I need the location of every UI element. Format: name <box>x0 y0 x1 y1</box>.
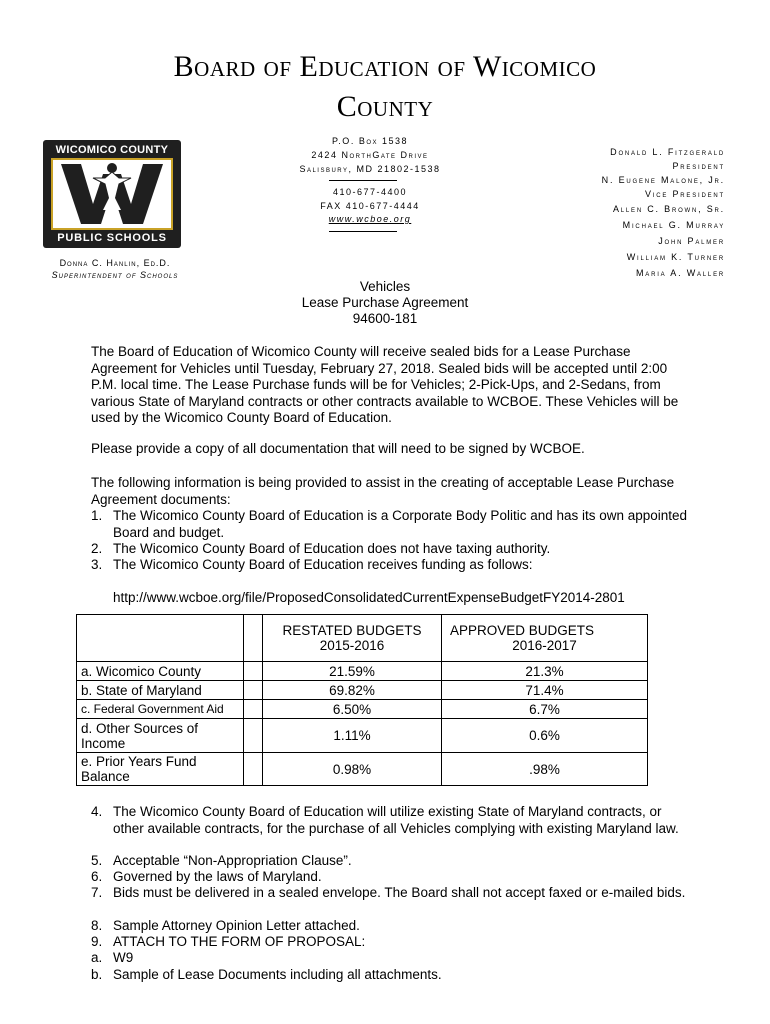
list-text: Bids must be delivered in a sealed envelope. The Board shall not accept faxed or e-mailed bids. <box>113 885 686 900</box>
intro-paragraph: The Board of Education of Wicomico County will receive sealed bids for a Lease Purchase Agreement for Vehicles until Tuesday, February 27, 2018. Sealed bids will be accepted until 2:00 P.M. local time. The Lease Purchase funds will be for Vehicles; 2-Pick-Ups, and 2-Sedans, from various State of Maryland contracts or other contracts available to WCBOE. These Vehicles will be used by the Wicomico County Board of Education. <box>91 344 679 425</box>
divider <box>329 180 397 181</box>
column-header-year: 2015-2016 <box>319 638 385 653</box>
logo-bottom-text: PUBLIC SCHOOLS <box>57 232 167 244</box>
table-spacer <box>244 662 263 681</box>
table-row <box>77 753 648 786</box>
address-street: 2424 NorthGate Drive <box>311 150 429 160</box>
list-text: Acceptable “Non-Appropriation Clause”. <box>113 853 352 868</box>
list-text: W9 <box>113 950 134 965</box>
board-member: Allen C. Brown, Sr. <box>612 204 725 214</box>
list-item <box>91 508 691 541</box>
address-city: Salisbury, MD 21802-1538 <box>299 164 441 174</box>
superintendent-name: Donna C. Hanlin, Ed.D. <box>59 258 171 268</box>
list-item <box>91 934 691 951</box>
list-number: 8. <box>91 918 103 933</box>
board-role: Vice President <box>644 189 725 199</box>
row-label: e. Prior Years Fund Balance <box>77 753 244 786</box>
list-text: The Wicomico County Board of Education does not have taxing authority. <box>113 541 551 556</box>
table-spacer <box>244 700 263 719</box>
approved-value: 21.3% <box>442 662 648 681</box>
list-item <box>91 541 691 558</box>
board-member: Michael G. Murray <box>622 220 725 230</box>
column-header-approved <box>442 615 648 662</box>
table-spacer <box>244 615 263 662</box>
table-row <box>77 681 648 700</box>
list-number: b. <box>91 967 103 982</box>
list-number: 3. <box>91 557 103 572</box>
list-text: Sample of Lease Documents including all attachments. <box>113 967 442 982</box>
column-header-restated <box>263 615 442 662</box>
board-member: William K. Turner <box>626 252 725 262</box>
list-number: 2. <box>91 541 103 556</box>
list-text: Governed by the laws of Maryland. <box>113 869 322 884</box>
table-spacer <box>244 753 263 786</box>
list-text: The Wicomico County Board of Education is a Corporate Body Politic and has its own appointed Board and budget. <box>113 508 688 540</box>
board-member: Maria A. Waller <box>635 268 725 278</box>
list-item <box>91 804 691 837</box>
logo-w-figure-icon <box>53 160 171 228</box>
logo-emblem <box>51 158 173 230</box>
budget-url[interactable]: http://www.wcboe.org/file/ProposedConsolidatedCurrentExpenseBudgetFY2014-2801 <box>113 590 625 605</box>
board-role: President <box>672 161 725 171</box>
logo-top-text: WICOMICO COUNTY <box>55 144 169 156</box>
restated-value: 21.59% <box>263 662 442 681</box>
restated-value: 69.82% <box>263 681 442 700</box>
page-title-line2: County <box>336 90 434 123</box>
page-title-line1: Board of Education of Wicomico <box>173 50 597 83</box>
table-spacer <box>244 719 263 753</box>
list-item <box>91 869 691 886</box>
school-logo <box>43 140 181 248</box>
document-heading-subject: Vehicles <box>359 279 411 294</box>
table-header-blank <box>77 615 244 662</box>
table-row <box>77 662 648 681</box>
list-number: 7. <box>91 885 103 900</box>
list-number: a. <box>91 950 103 965</box>
row-label: d. Other Sources of Income <box>77 719 244 753</box>
budget-table <box>76 614 648 786</box>
table-row <box>77 719 648 753</box>
list-item <box>91 950 691 967</box>
list-text: The Wicomico County Board of Education will utilize existing State of Maryland contracts, or other available contracts, for the purchase of all Vehicles complying with existing Maryland law. <box>113 804 679 836</box>
list-number: 9. <box>91 934 103 949</box>
information-paragraph: The following information is being provided to assist in the creating of acceptable Lease Purchase Agreement documents: <box>91 475 675 507</box>
list-item <box>91 967 691 984</box>
list-text: The Wicomico County Board of Education receives funding as follows: <box>113 557 533 572</box>
superintendent-title: Superintendent of Schools <box>51 270 179 280</box>
restated-value: 6.50% <box>263 700 442 719</box>
website-link[interactable]: www.wcboe.org <box>328 214 412 224</box>
document-heading-number: 94600-181 <box>352 311 418 326</box>
row-label: a. Wicomico County <box>77 662 244 681</box>
board-member: John Palmer <box>658 236 725 246</box>
approved-value: 6.7% <box>442 700 648 719</box>
list-item <box>91 885 691 902</box>
list-number: 1. <box>91 508 103 523</box>
row-label: b. State of Maryland <box>77 681 244 700</box>
list-number: 4. <box>91 804 103 819</box>
address-po-box: P.O. Box 1538 <box>331 136 409 146</box>
document-heading-title: Lease Purchase Agreement <box>301 295 469 310</box>
list-text: ATTACH TO THE FORM OF PROPOSAL: <box>113 934 366 949</box>
restated-value: 0.98% <box>263 753 442 786</box>
list-number: 6. <box>91 869 103 884</box>
column-header-label: APPROVED BUDGETS <box>450 623 595 638</box>
table-row <box>77 700 648 719</box>
list-item <box>91 853 691 870</box>
row-label: c. Federal Government Aid <box>77 700 244 719</box>
board-member: Donald L. Fitzgerald <box>610 147 725 157</box>
list-text: Sample Attorney Opinion Letter attached. <box>113 918 360 933</box>
divider <box>329 231 397 232</box>
documentation-paragraph: Please provide a copy of all documentation that will need to be signed by WCBOE. <box>91 441 585 456</box>
fax-number: FAX 410-677-4444 <box>320 201 420 211</box>
approved-value: 0.6% <box>442 719 648 753</box>
table-spacer <box>244 681 263 700</box>
list-item <box>91 918 691 935</box>
phone-number: 410-677-4400 <box>332 187 408 197</box>
restated-value: 1.11% <box>263 719 442 753</box>
board-member: N. Eugene Malone, Jr. <box>601 175 725 185</box>
approved-value: 71.4% <box>442 681 648 700</box>
list-item <box>91 557 691 574</box>
list-number: 5. <box>91 853 103 868</box>
table-header-row <box>77 615 648 662</box>
approved-value: .98% <box>442 753 648 786</box>
column-header-year: 2016-2017 <box>512 638 577 653</box>
column-header-label: RESTATED BUDGETS <box>282 623 422 638</box>
